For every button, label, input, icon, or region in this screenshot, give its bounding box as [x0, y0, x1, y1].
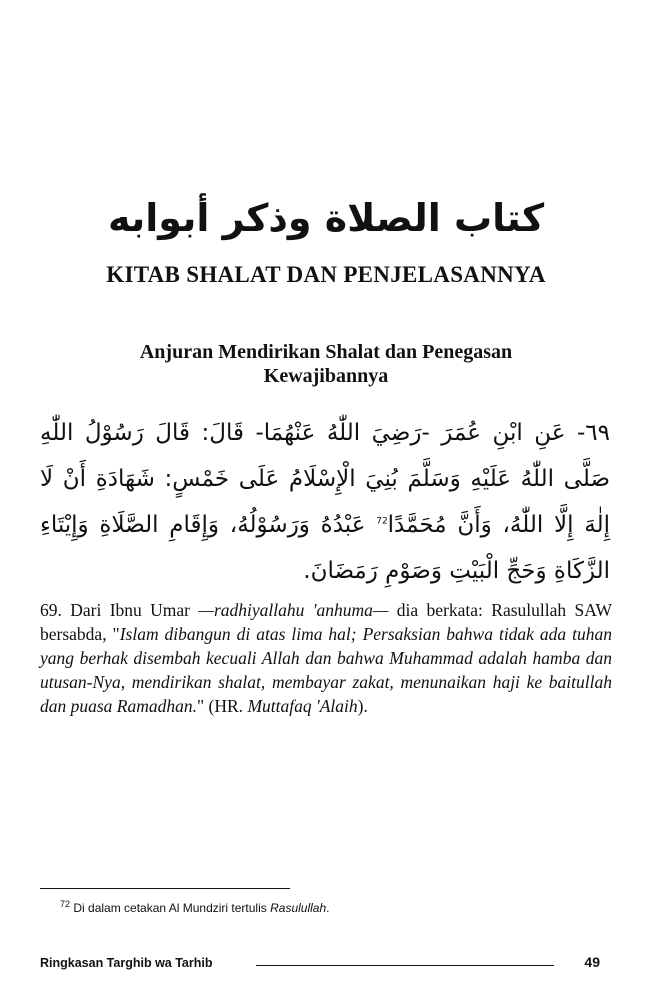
- footnote-divider: [40, 888, 290, 889]
- hadith-number: 69.: [40, 600, 62, 620]
- translation-honorific: —radhiyallahu 'anhuma—: [198, 600, 389, 620]
- footnote-number: 72: [60, 899, 71, 909]
- hadith-translation: [40, 598, 612, 718]
- footnote-end: .: [326, 901, 330, 915]
- running-footer-title: Ringkasan Targhib wa Tarhib: [40, 956, 213, 970]
- section-title: Anjuran Mendirikan Shalat dan Penegasan Kewajibannya: [139, 341, 513, 387]
- footnote-emphasis: Rasulullah: [270, 901, 327, 915]
- translation-text: dia berkata: Rasulullah SAW bersabda, ": [40, 600, 612, 644]
- arabic-footnote-ref: 72: [376, 516, 388, 527]
- hadith-arabic-part-a: ٦٩- عَنِ ابْنِ عُمَرَ -رَضِيَ اللّٰهُ عَنْهُمَا- قَالَ: قَالَ رَسُوْلُ اللّٰهِ صَلَّى اللّٰهُ عَلَيْهِ وَسَلَّمَ بُنِيَ الْإِسْلَامُ عَلَى خَمْسٍ: شَهَادَةِ أَنْ لَا إِلٰهَ إِلَّا اللّٰهُ، وَأَنَّ مُحَمَّدًا: [40, 420, 611, 538]
- translation-quote: Islam dibangun di atas lima hal; Persaksian bahwa tidak ada tuhan yang berhak disembah kecuali Allah dan bahwa Muhammad adalah hamba dan utusan-Nya, mendirikan shalat, membayar zakat, menunaikan haji ke baitullah dan puasa Ramadhan.: [40, 624, 612, 716]
- translation-text: Dari Ibnu Umar: [61, 600, 199, 620]
- arabic-chapter-title: كتاب الصلاة وذكر أبوابه: [107, 196, 545, 240]
- footer-rule: [256, 965, 554, 966]
- page-number: 49: [584, 954, 600, 970]
- hadith-arabic-part-b: عَبْدُهُ وَرَسُوْلُهُ، وَإِقَامِ الصَّلَاةِ وَإِيْتَاءِ الزَّكَاةِ وَحَجِّ الْبَيْتِ وَصَوْمِ رَمَضَانَ.: [40, 512, 610, 584]
- footnote-text: Di dalam cetakan Al Mundziri tertulis: [70, 901, 271, 915]
- translation-text: " (HR.: [197, 696, 248, 716]
- chapter-title: KITAB SHALAT DAN PENJELASANNYA: [106, 262, 546, 287]
- translation-source: Muttafaq 'Alaih: [247, 696, 358, 716]
- translation-text: ).: [357, 696, 368, 716]
- hadith-arabic-text: [40, 410, 610, 594]
- footnote: [60, 900, 600, 916]
